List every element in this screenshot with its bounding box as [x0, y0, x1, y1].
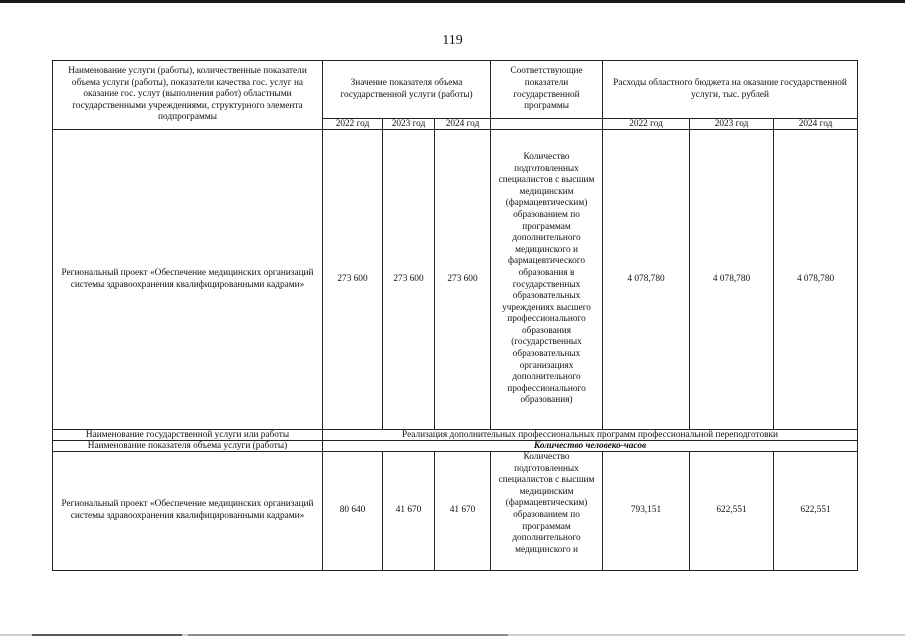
service-name-row	[53, 430, 858, 441]
expense-value: 622,551	[690, 452, 774, 571]
top-scan-border	[0, 0, 905, 3]
header-service-name: Наименование услуги (работы), количественные показатели объема услуги (работы), показатели качества гос. услуг на оказание гос. услут (выполнения работ) областными государственными учреждениями, структурного элемента подпрограммы	[53, 61, 323, 130]
indicator-name-label: Наименование показателя объема услуги (работы)	[53, 441, 323, 452]
indicator-value: 273 600	[323, 130, 383, 430]
bottom-scan-border	[0, 634, 905, 636]
project-name: Региональный проект «Обеспечение медицинских организаций системы здравоохранения квалифицированными кадрами»	[53, 452, 323, 571]
header-year: 2024 год	[435, 119, 491, 130]
header-indicator-value: Значение показателя объема государственной услуги (работы)	[323, 61, 491, 119]
indicator-value: 80 640	[323, 452, 383, 571]
expense-value: 793,151	[603, 452, 690, 571]
page-number: 119	[442, 33, 463, 48]
indicator-value: 41 670	[383, 452, 435, 571]
indicator-name-value: Количество человеко-часов	[323, 441, 858, 452]
indicator-value: 41 670	[435, 452, 491, 571]
table-row	[53, 452, 858, 571]
indicator-value: 273 600	[383, 130, 435, 430]
indicator-value: 273 600	[435, 130, 491, 430]
expense-value: 4 078,780	[690, 130, 774, 430]
budget-table	[52, 60, 858, 571]
indicator-name-row	[53, 441, 858, 452]
expense-value: 4 078,780	[774, 130, 858, 430]
header-year: 2023 год	[383, 119, 435, 130]
header-year: 2024 год	[774, 119, 858, 130]
service-name-value: Реализация дополнительных профессиональных программ профессиональной переподготовки	[323, 430, 858, 441]
service-name-label: Наименование государственной услуги или работы	[53, 430, 323, 441]
bottom-rule-segment	[32, 634, 182, 636]
table-row	[53, 130, 858, 430]
header-year: 2022 год	[603, 119, 690, 130]
program-indicator-text: Количество подготовленных специалистов с высшим медицинским (фармацевтическим) образованием по программам дополнительного медицинского и	[491, 452, 603, 571]
project-name: Региональный проект «Обеспечение медицинских организаций системы здравоохранения квалифицированными кадрами»	[53, 130, 323, 430]
bottom-rule-segment	[188, 634, 508, 636]
program-indicator-text: Количество подготовленных специалистов с высшим медицинским (фармацевтическим) образованием по программам дополнительного медицинского и фармацевтического образования в государственных образовательных учреждениях высшего профессионального образования (государственных образовательных организациях дополнительного профессионального образования)	[491, 130, 603, 430]
header-empty-cell	[491, 119, 603, 130]
header-budget-expenses: Расходы областного бюджета на оказание государственной услуги, тыс. рублей	[603, 61, 858, 119]
header-program-indicators: Соответствующие показатели государственной программы	[491, 61, 603, 119]
expense-value: 4 078,780	[603, 130, 690, 430]
expense-value: 622,551	[774, 452, 858, 571]
header-row	[53, 61, 858, 119]
header-year: 2023 год	[690, 119, 774, 130]
header-year: 2022 год	[323, 119, 383, 130]
